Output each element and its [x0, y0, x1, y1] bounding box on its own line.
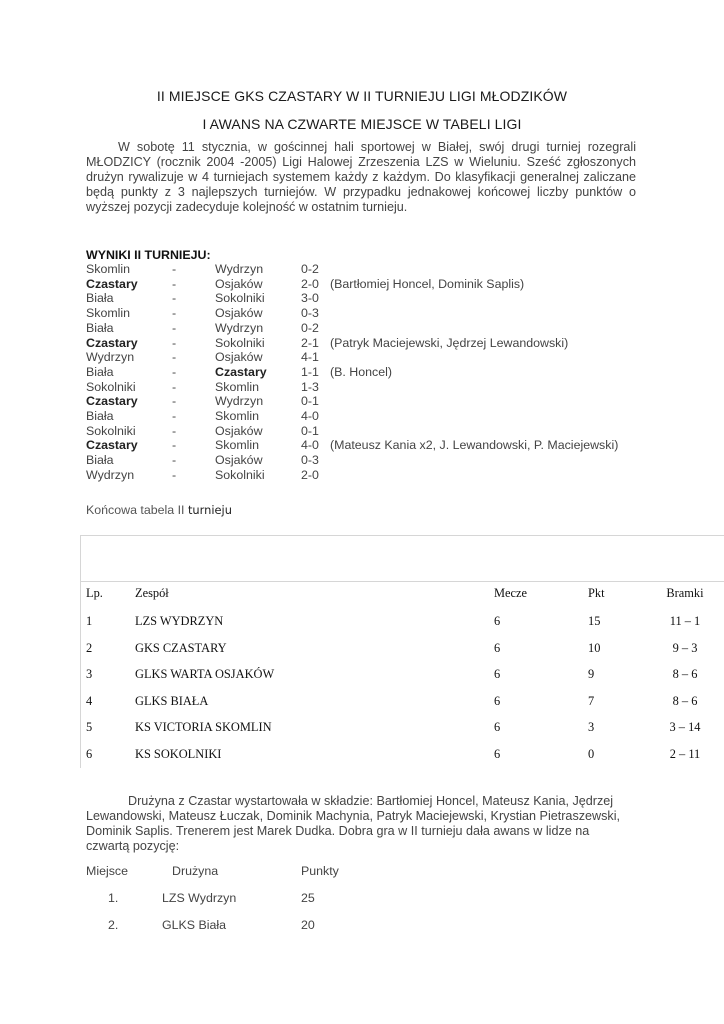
result-home-team: Wydrzyn — [86, 467, 135, 482]
result-away-team: Skomlin — [215, 379, 260, 394]
row-team: LZS WYDRZYN — [135, 614, 224, 628]
result-row — [86, 262, 706, 277]
standings-header-row — [86, 586, 706, 602]
general-row — [86, 918, 486, 933]
result-separator: - — [172, 394, 177, 409]
table-caption-tail: turnieju — [187, 503, 232, 517]
result-separator: - — [172, 291, 177, 306]
result-away-team: Czastary — [215, 364, 267, 379]
row-points: 0 — [588, 747, 595, 761]
result-separator: - — [172, 467, 177, 482]
result-home-team: Skomlin — [86, 306, 131, 321]
result-score: 0-1 — [301, 394, 319, 409]
result-score: 0-2 — [301, 262, 319, 276]
result-separator: - — [172, 320, 177, 335]
table-row — [86, 747, 706, 763]
header-matches: Mecze — [494, 586, 528, 600]
row-goals: 9 – 3 — [672, 640, 698, 655]
result-home-team: Biała — [86, 291, 114, 306]
result-score: 0-2 — [301, 320, 319, 335]
row-goals: 3 – 14 — [669, 720, 701, 735]
row-position: 4 — [86, 693, 93, 708]
result-row — [86, 350, 706, 365]
result-home-team: Czastary — [86, 438, 138, 453]
result-home-team: Sokolniki — [86, 423, 136, 438]
row-team: GLKS BIAŁA — [135, 693, 209, 708]
row-team: KS VICTORIA SKOMLIN — [135, 720, 272, 735]
outro-paragraph: Drużyna z Czastar wystartowała w składzie: Bartłomiej Honcel, Mateusz Kania, Jędrzej Lewandowski, Mateusz Łuczak, Dominik Machynia, Patryk Maciejewski, Krystian Pietraszewski, Dominik Saplis. Trenerem jest Marek Dudka. Dobra gra w II turnieju dała awans w lidze na czwartą pozycję: — [86, 794, 621, 853]
table-row — [86, 641, 706, 657]
table-caption-main: Końcowa tabela II — [86, 503, 185, 517]
general-team: GLKS Biała — [162, 918, 227, 932]
row-points: 3 — [588, 720, 595, 735]
row-matches: 6 — [494, 640, 501, 655]
row-goals: 8 – 6 — [672, 693, 698, 708]
result-home-team: Biała — [86, 364, 114, 379]
result-away-team: Sokolniki — [215, 467, 265, 482]
row-matches: 6 — [494, 667, 501, 682]
header-points: Pkt — [588, 586, 605, 600]
result-row — [86, 424, 706, 439]
result-separator: - — [172, 350, 177, 365]
general-team: LZS Wydrzyn — [162, 891, 237, 905]
general-points: 20 — [301, 918, 315, 932]
result-scorers: (B. Honcel) — [330, 364, 392, 379]
row-matches: 6 — [494, 747, 501, 761]
results-heading: WYNIKI II TURNIEJU: — [86, 248, 211, 262]
result-home-team: Biała — [86, 409, 114, 423]
result-separator: - — [172, 379, 177, 394]
general-points: 25 — [301, 891, 315, 905]
general-header-team: Drużyna — [172, 864, 219, 878]
row-position: 5 — [86, 720, 93, 735]
result-home-team: Czastary — [86, 394, 138, 409]
result-row — [86, 409, 706, 424]
row-position: 1 — [86, 614, 93, 628]
table-row — [86, 694, 706, 710]
result-home-team: Skomlin — [86, 262, 131, 276]
result-score: 1-1 — [301, 364, 319, 379]
result-away-team: Wydrzyn — [215, 320, 264, 335]
row-goals: 8 – 6 — [672, 667, 698, 682]
result-home-team: Czastary — [86, 335, 138, 350]
result-row — [86, 438, 706, 453]
header-goals: Bramki — [666, 586, 704, 600]
general-place: 1. — [108, 891, 119, 905]
header-team: Zespół — [135, 586, 169, 600]
row-points: 7 — [588, 693, 595, 708]
result-score: 2-0 — [301, 276, 319, 291]
result-home-team: Biała — [86, 320, 114, 335]
row-team: GKS CZASTARY — [135, 640, 227, 655]
result-score: 2-0 — [301, 467, 319, 482]
row-team: GLKS WARTA OSJAKÓW — [135, 667, 275, 682]
table-row — [86, 614, 706, 630]
result-home-team: Wydrzyn — [86, 350, 135, 365]
result-row — [86, 394, 706, 409]
result-row — [86, 306, 706, 321]
result-separator: - — [172, 423, 177, 438]
result-separator: - — [172, 335, 177, 350]
result-away-team: Sokolniki — [215, 291, 265, 306]
result-score: 3-0 — [301, 291, 319, 306]
table-row — [86, 667, 706, 683]
row-position: 6 — [86, 747, 93, 761]
result-score: 0-1 — [301, 423, 319, 438]
result-row — [86, 336, 706, 351]
result-row — [86, 380, 706, 395]
table-row — [86, 720, 706, 736]
result-separator: - — [172, 453, 177, 468]
result-row — [86, 468, 706, 483]
general-row — [86, 891, 486, 906]
result-separator: - — [172, 262, 177, 276]
row-position: 2 — [86, 640, 93, 655]
row-matches: 6 — [494, 614, 501, 628]
general-header-place: Miejsce — [86, 864, 128, 878]
result-home-team: Czastary — [86, 276, 138, 291]
result-away-team: Sokolniki — [215, 335, 265, 350]
result-score: 4-0 — [301, 409, 319, 423]
result-away-team: Wydrzyn — [215, 262, 264, 276]
row-points: 15 — [588, 614, 601, 628]
result-home-team: Biała — [86, 453, 114, 468]
result-score: 4-0 — [301, 438, 319, 453]
result-score: 0-3 — [301, 453, 319, 468]
result-separator: - — [172, 438, 177, 453]
general-place: 2. — [108, 918, 119, 932]
result-score: 2-1 — [301, 335, 319, 350]
result-separator: - — [172, 364, 177, 379]
result-away-team: Skomlin — [215, 409, 260, 423]
result-scorers: (Bartłomiej Honcel, Dominik Saplis) — [330, 276, 525, 291]
row-goals: 11 – 1 — [669, 614, 701, 628]
result-away-team: Wydrzyn — [215, 394, 264, 409]
title-line-1: II MIEJSCE GKS CZASTARY W II TURNIEJU LIGI MŁODZIKÓW — [156, 88, 568, 104]
result-away-team: Skomlin — [215, 438, 260, 453]
row-matches: 6 — [494, 720, 501, 735]
row-position: 3 — [86, 667, 93, 682]
result-scorers: (Mateusz Kania x2, J. Lewandowski, P. Maciejewski) — [330, 438, 619, 453]
result-away-team: Osjaków — [215, 276, 263, 291]
result-separator: - — [172, 409, 177, 423]
result-score: 1-3 — [301, 379, 319, 394]
result-row — [86, 277, 706, 292]
result-separator: - — [172, 276, 177, 291]
result-away-team: Osjaków — [215, 350, 263, 365]
standings-table-divider — [80, 581, 724, 582]
result-row — [86, 321, 706, 336]
row-matches: 6 — [494, 693, 501, 708]
general-header-row — [86, 864, 486, 879]
row-team: KS SOKOLNIKI — [135, 747, 222, 761]
result-separator: - — [172, 306, 177, 321]
general-header-points: Punkty — [301, 864, 339, 878]
result-score: 0-3 — [301, 306, 319, 321]
result-row — [86, 365, 706, 380]
row-points: 9 — [588, 667, 595, 682]
result-away-team: Osjaków — [215, 453, 263, 468]
table-caption — [86, 503, 232, 517]
result-score: 4-1 — [301, 350, 319, 365]
header-lp: Lp. — [86, 586, 103, 600]
row-points: 10 — [588, 640, 601, 655]
result-scorers: (Patryk Maciejewski, Jędrzej Lewandowski) — [330, 335, 569, 350]
result-row — [86, 453, 706, 468]
title-line-2: I AWANS NA CZWARTE MIEJSCE W TABELI LIGI — [202, 116, 522, 132]
result-home-team: Sokolniki — [86, 379, 136, 394]
row-goals: 2 – 11 — [669, 747, 701, 761]
result-row — [86, 291, 706, 306]
result-away-team: Osjaków — [215, 423, 263, 438]
intro-paragraph: W sobotę 11 stycznia, w gościnnej hali sportowej w Białej, swój drugi turniej rozegrali MŁODZICY (rocznik 2004 -2005) Ligi Halowej Zrzeszenia LZS w Wieluniu. Sześć zgłoszonych drużyn rywalizuje w 4 turniejach systemem każdy z każdym. Do klasyfikacji generalnej zaliczane będą punkty z 3 najlepszych turniejów. W przypadku jednakowej końcowej liczby punktów o wyższej pozycji zadecyduje kolejność w ostatnim turnieju. — [86, 140, 636, 214]
result-away-team: Osjaków — [215, 306, 263, 321]
